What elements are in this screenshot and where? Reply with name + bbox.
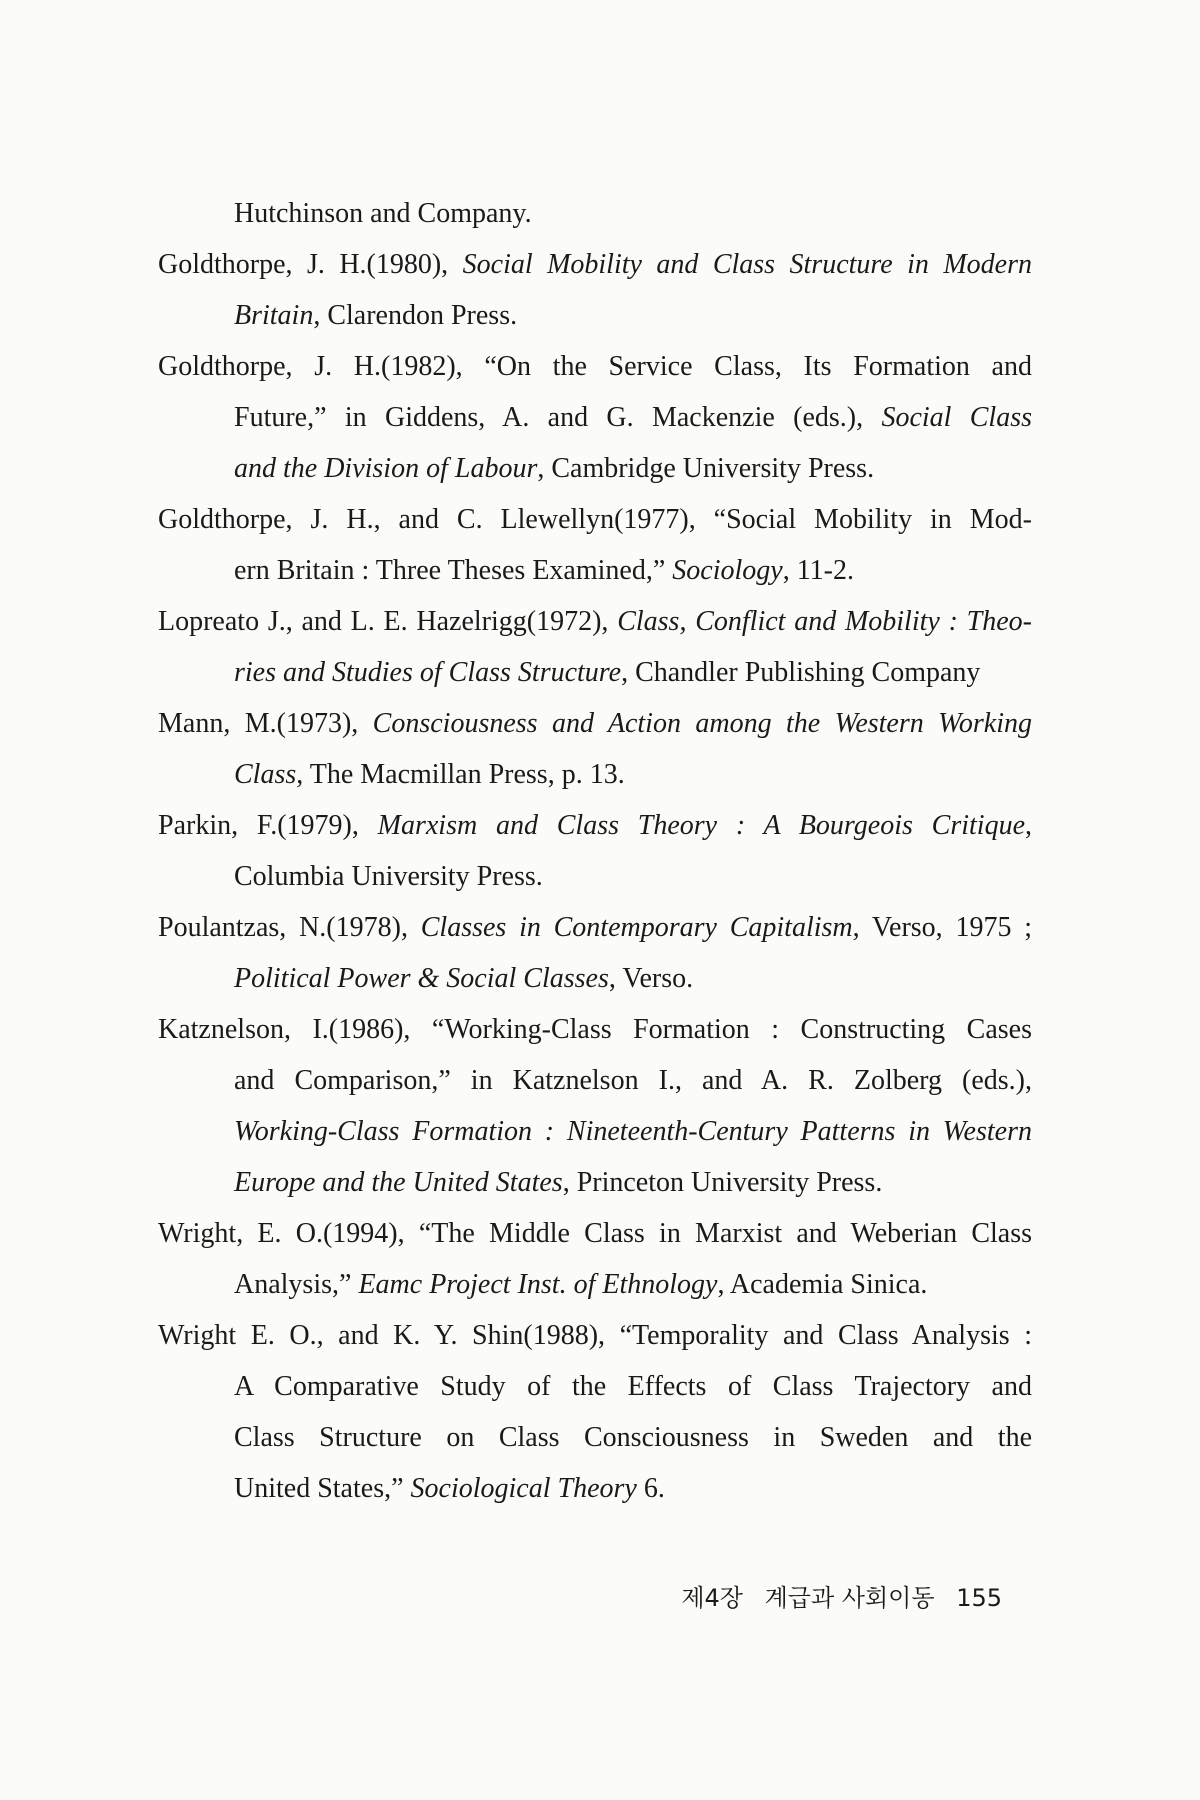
- reference-list: [158, 188, 1032, 1514]
- reference-text: A Comparative Study of the Effects of Class Trajectory and: [234, 1371, 1032, 1402]
- reference-text: Lopreato J., and L. E. Hazelrigg(1972),: [158, 606, 618, 637]
- reference-title-text: Sociology: [672, 555, 783, 586]
- reference-text: ,: [1025, 810, 1032, 841]
- reference-text: Analysis,”: [234, 1269, 359, 1300]
- reference-entry: [158, 239, 1032, 341]
- reference-line: [158, 800, 1032, 851]
- reference-text: Katznelson, I.(1986), “Working-Class Formation : Constructing Cases: [158, 1014, 1032, 1045]
- reference-title-text: Consciousness and Action among the Western Working: [372, 708, 1032, 739]
- reference-line: [158, 851, 1032, 902]
- reference-entry: [158, 1208, 1032, 1310]
- reference-entry: [158, 800, 1032, 902]
- footer-chapter-title: 계급과 사회이동: [764, 1584, 935, 1612]
- reference-text: , Verso, 1975 ;: [852, 912, 1032, 943]
- reference-title-text: Sociological Theory: [410, 1473, 637, 1504]
- reference-title-text: ries and Studies of Class Structure: [234, 657, 622, 688]
- reference-title-text: Social Mobility and Class Structure in Modern: [462, 249, 1032, 280]
- reference-text: Parkin, F.(1979),: [158, 810, 378, 841]
- reference-entry: [158, 596, 1032, 698]
- reference-text: , Clarendon Press.: [313, 300, 518, 331]
- reference-entry: [158, 188, 1032, 239]
- reference-text: Hutchinson and Company.: [234, 198, 532, 229]
- reference-entry: [158, 494, 1032, 596]
- reference-text: Goldthorpe, J. H.(1980),: [158, 249, 463, 280]
- reference-line: [158, 1157, 1032, 1208]
- reference-text: , Chandler Publishing Company: [621, 657, 981, 688]
- reference-line: [158, 494, 1032, 545]
- reference-text: Columbia University Press.: [234, 861, 543, 892]
- reference-entry: [158, 341, 1032, 494]
- reference-title-text: Britain: [234, 300, 314, 331]
- reference-text: and Comparison,” in Katznelson I., and A. R. Zolberg (eds.),: [234, 1065, 1032, 1096]
- reference-text: Goldthorpe, J. H., and C. Llewellyn(1977), “Social Mobility in Mod-: [158, 504, 1032, 535]
- reference-title-text: Class: [234, 759, 297, 790]
- reference-line: [158, 545, 1032, 596]
- reference-line: [158, 239, 1032, 290]
- reference-text: , 11-2.: [782, 555, 854, 586]
- reference-title-text: Political Power & Social Classes: [234, 963, 609, 994]
- footer-chapter: 제4장: [681, 1584, 743, 1612]
- reference-text: , Princeton University Press.: [562, 1167, 883, 1198]
- reference-title-text: Eamc Project Inst. of Ethnology: [358, 1269, 718, 1300]
- page-number: 155: [956, 1584, 1002, 1612]
- reference-line: [158, 596, 1032, 647]
- reference-text: , Verso.: [608, 963, 694, 994]
- reference-line: [158, 1361, 1032, 1412]
- reference-line: [158, 1412, 1032, 1463]
- reference-line: [158, 1310, 1032, 1361]
- reference-line: [158, 392, 1032, 443]
- reference-line: [158, 1463, 1032, 1514]
- reference-line: [158, 443, 1032, 494]
- reference-entry: [158, 1004, 1032, 1208]
- reference-line: [158, 1004, 1032, 1055]
- reference-line: [158, 953, 1032, 1004]
- reference-text: 6.: [636, 1473, 665, 1504]
- reference-title-text: Classes in Contemporary Capitalism: [420, 912, 853, 943]
- reference-line: [158, 1055, 1032, 1106]
- reference-title-text: Social Class: [881, 402, 1032, 433]
- reference-line: [158, 1208, 1032, 1259]
- reference-entry: [158, 1310, 1032, 1514]
- reference-title-text: and the Division of Labour: [234, 453, 538, 484]
- reference-text: , The Macmillan Press, p. 13.: [296, 759, 625, 790]
- reference-text: Wright, E. O.(1994), “The Middle Class in Marxist and Weberian Class: [158, 1218, 1032, 1249]
- reference-text: Class Structure on Class Consciousness in Sweden and the: [234, 1422, 1032, 1453]
- reference-text: Mann, M.(1973),: [158, 708, 373, 739]
- reference-text: United States,”: [234, 1473, 411, 1504]
- reference-title-text: Working-Class Formation : Nineteenth-Century Patterns in Western: [234, 1116, 1032, 1147]
- reference-text: Poulantzas, N.(1978),: [158, 912, 421, 943]
- reference-line: [158, 749, 1032, 800]
- reference-entry: [158, 902, 1032, 1004]
- reference-line: [158, 290, 1032, 341]
- page-footer: [640, 1578, 1002, 1613]
- reference-title-text: Europe and the United States: [234, 1167, 563, 1198]
- reference-entry: [158, 698, 1032, 800]
- reference-line: [158, 1259, 1032, 1310]
- reference-line: [158, 902, 1032, 953]
- reference-text: ern Britain : Three Theses Examined,”: [234, 555, 673, 586]
- reference-line: [158, 341, 1032, 392]
- reference-title-text: Class, Conflict and Mobility : Theo-: [617, 606, 1032, 637]
- reference-line: [158, 188, 1032, 239]
- reference-text: , Cambridge University Press.: [537, 453, 875, 484]
- reference-text: Wright E. O., and K. Y. Shin(1988), “Temporality and Class Analysis :: [158, 1320, 1032, 1351]
- reference-text: Goldthorpe, J. H.(1982), “On the Service Class, Its Formation and: [158, 351, 1032, 382]
- reference-line: [158, 698, 1032, 749]
- reference-title-text: Marxism and Class Theory : A Bourgeois Critique: [377, 810, 1025, 841]
- reference-line: [158, 647, 1032, 698]
- reference-line: [158, 1106, 1032, 1157]
- reference-text: Future,” in Giddens, A. and G. Mackenzie (eds.),: [234, 402, 882, 433]
- reference-text: , Academia Sinica.: [717, 1269, 928, 1300]
